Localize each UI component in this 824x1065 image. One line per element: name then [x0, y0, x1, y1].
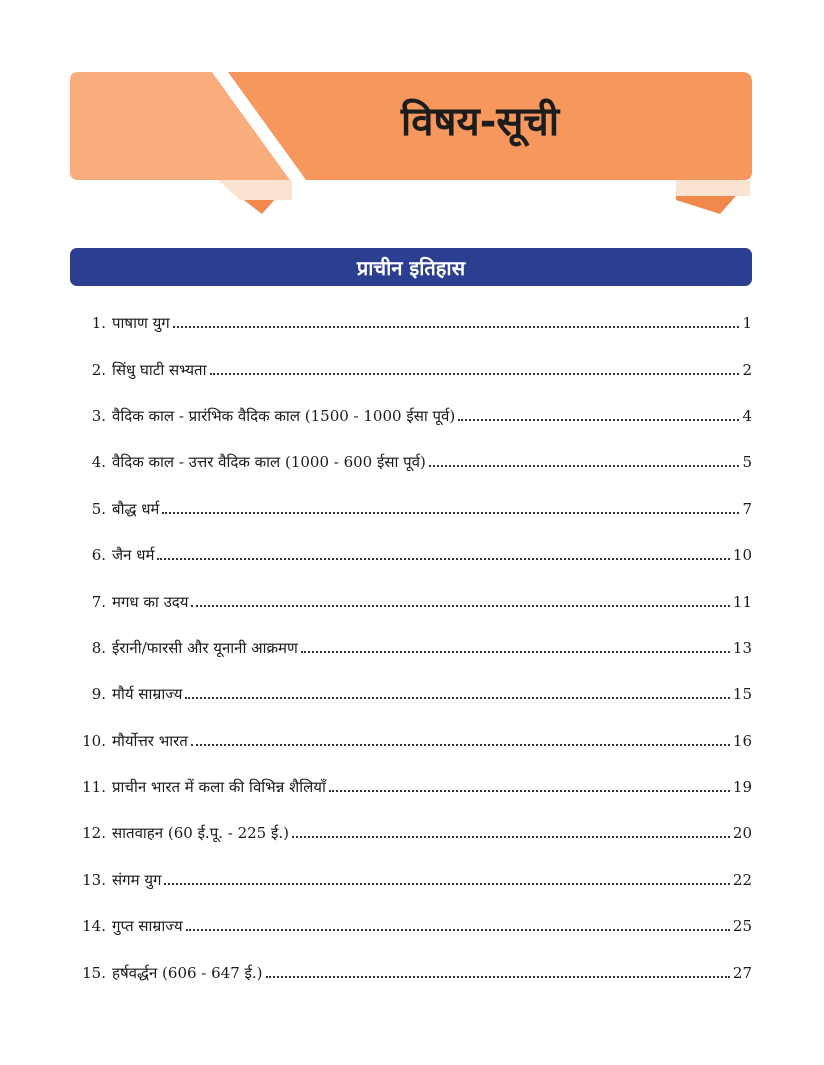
dot-leader — [162, 512, 739, 514]
dot-leader — [210, 373, 740, 375]
dot-leader — [164, 883, 729, 885]
toc-page-number: 1 — [742, 314, 752, 333]
toc-page-number: 25 — [732, 917, 752, 936]
toc-entry[interactable] — [70, 393, 752, 439]
dot-leader — [429, 465, 739, 467]
toc-title: मौर्योत्तर भारत — [112, 731, 188, 750]
dot-leader — [458, 419, 739, 421]
section-title: प्राचीन इतिहास — [356, 255, 466, 280]
toc-page-number: 13 — [732, 638, 752, 657]
toc-number: 15. — [82, 963, 106, 982]
toc-entry[interactable] — [70, 671, 752, 717]
toc-entry[interactable] — [70, 857, 752, 903]
toc-entry[interactable] — [70, 532, 752, 578]
toc-number: 8. — [91, 638, 106, 657]
section-header — [70, 248, 752, 286]
dot-leader — [191, 605, 729, 607]
toc-page-number: 27 — [732, 963, 752, 982]
toc-number: 10. — [82, 731, 106, 750]
toc-number: 1. — [91, 314, 106, 333]
toc-title: ईरानी/फारसी और यूनानी आक्रमण — [112, 638, 298, 657]
toc-number: 4. — [91, 453, 106, 472]
toc-number: 13. — [82, 870, 106, 889]
toc-number: 12. — [82, 824, 106, 843]
title-banner — [0, 0, 824, 230]
toc-entry[interactable] — [70, 625, 752, 671]
toc-entry[interactable] — [70, 578, 752, 624]
toc-title: सिंधु घाटी सभ्यता — [112, 360, 207, 379]
toc-entry[interactable] — [70, 718, 752, 764]
toc-number: 6. — [91, 546, 106, 565]
toc-entry[interactable] — [70, 810, 752, 856]
toc-entry[interactable] — [70, 949, 752, 995]
toc-number: 11. — [82, 778, 106, 797]
toc-number: 14. — [82, 917, 106, 936]
toc-page-number: 20 — [732, 824, 752, 843]
dot-leader — [157, 558, 729, 560]
toc-page-number: 2 — [742, 360, 752, 379]
dot-leader — [329, 790, 730, 792]
toc-page-number: 15 — [732, 685, 752, 704]
dot-leader — [191, 744, 730, 746]
toc-page-number: 11 — [732, 592, 752, 611]
toc-title: मगध का उदय — [112, 592, 189, 611]
dot-leader — [173, 326, 739, 328]
toc-entry[interactable] — [70, 300, 752, 346]
toc-entry[interactable] — [70, 346, 752, 392]
dot-leader — [186, 929, 730, 931]
toc-title: मौर्य साम्राज्य — [112, 685, 183, 704]
toc-page-number: 16 — [732, 731, 752, 750]
toc-entry[interactable] — [70, 439, 752, 485]
toc-title: वैदिक काल - प्रारंभिक वैदिक काल (1500 - 1000 ईसा पूर्व) — [112, 406, 456, 425]
toc-entry[interactable] — [70, 764, 752, 810]
table-of-contents — [70, 300, 752, 996]
page-title: विषय-सूची — [400, 99, 560, 145]
toc-page-number: 19 — [732, 778, 752, 797]
toc-entry[interactable] — [70, 486, 752, 532]
toc-entry[interactable] — [70, 903, 752, 949]
toc-title: प्राचीन भारत में कला की विभिन्न शैलियाँ — [112, 778, 326, 797]
dot-leader — [292, 836, 730, 838]
toc-title: पाषाण युग — [112, 314, 170, 333]
toc-page-number: 22 — [732, 870, 752, 889]
toc-title: संगम युग — [112, 870, 162, 889]
toc-title: जैन धर्म — [112, 546, 155, 565]
toc-page-number: 10 — [732, 546, 752, 565]
toc-number: 3. — [91, 406, 106, 425]
toc-number: 7. — [91, 592, 106, 611]
toc-title: वैदिक काल - उत्तर वैदिक काल (1000 - 600 ईसा पूर्व) — [112, 453, 426, 472]
toc-page-number: 7 — [742, 499, 752, 518]
toc-title: सातवाहन (60 ई.पू. - 225 ई.) — [112, 824, 289, 843]
toc-number: 2. — [91, 360, 106, 379]
toc-page-number: 4 — [742, 406, 752, 425]
toc-title: हर्षवर्द्धन (606 - 647 ई.) — [112, 963, 263, 982]
dot-leader — [266, 976, 730, 978]
dot-leader — [301, 651, 730, 653]
toc-title: गुप्त साम्राज्य — [112, 917, 183, 936]
toc-number: 9. — [91, 685, 106, 704]
toc-title: बौद्ध धर्म — [112, 499, 160, 518]
toc-number: 5. — [91, 499, 106, 518]
toc-page-number: 5 — [742, 453, 752, 472]
dot-leader — [185, 697, 729, 699]
